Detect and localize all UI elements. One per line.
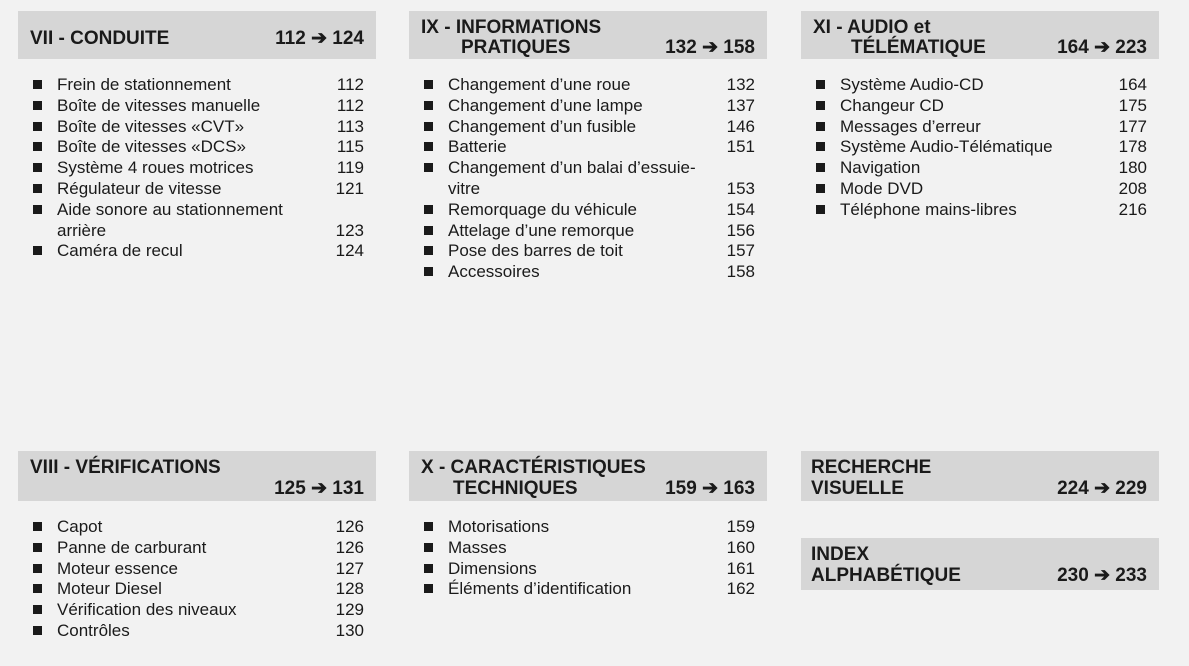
list-item[interactable]: [18, 75, 376, 96]
item-page: 126: [335, 537, 364, 557]
item-page: 161: [726, 558, 755, 578]
list-item[interactable]: [18, 200, 376, 242]
item-page: 146: [726, 116, 755, 136]
page-range: 159 ➔ 163: [665, 478, 755, 499]
section-recherche-visuelle: [801, 451, 1159, 501]
section-header[interactable]: [409, 11, 767, 59]
section-title: RECHERCHE: [811, 457, 932, 478]
list-item[interactable]: [18, 579, 376, 600]
bullet-icon: [816, 205, 825, 214]
list-item[interactable]: [801, 75, 1159, 96]
list-item[interactable]: [18, 117, 376, 138]
item-page: 123: [335, 220, 364, 240]
item-page: 208: [1118, 178, 1147, 198]
page-range: 230 ➔ 233: [1057, 565, 1147, 586]
list-item[interactable]: [409, 75, 767, 96]
item-page: 157: [726, 241, 755, 261]
item-label: Changement d’une lampe: [448, 95, 643, 115]
item-page: 115: [336, 137, 364, 157]
bullet-icon: [424, 584, 433, 593]
bullet-icon: [424, 205, 433, 214]
bullet-icon: [33, 626, 42, 635]
bullet-icon: [424, 101, 433, 110]
item-label: Batterie: [448, 137, 507, 157]
section-informations-pratiques: [409, 11, 767, 283]
arrow-icon: ➔: [1094, 478, 1111, 499]
bullet-icon: [33, 101, 42, 110]
section-title-line2: VISUELLE: [811, 478, 904, 499]
list-item[interactable]: [801, 96, 1159, 117]
item-label: Attelage d’une remorque: [448, 220, 635, 240]
section-title: VIII - VÉRIFICATIONS: [30, 457, 221, 478]
bullet-icon: [33, 522, 42, 531]
item-label: Système 4 roues motrices: [57, 158, 254, 178]
item-page: 130: [335, 620, 364, 640]
item-page: 154: [726, 199, 755, 219]
list-item[interactable]: [18, 517, 376, 538]
section-header[interactable]: [801, 451, 1159, 501]
item-label: Téléphone mains-libres: [840, 199, 1017, 219]
list-item[interactable]: [18, 96, 376, 117]
list-item[interactable]: [409, 559, 767, 580]
item-page: 153: [726, 178, 755, 198]
item-page: 113: [336, 116, 364, 136]
list-item[interactable]: [801, 179, 1159, 200]
item-list: [801, 75, 1159, 221]
item-label: Caméra de recul: [57, 241, 183, 261]
section-header[interactable]: [18, 451, 376, 501]
section-header[interactable]: [18, 11, 376, 59]
item-page: 124: [335, 241, 364, 261]
bullet-icon: [424, 142, 433, 151]
list-item[interactable]: [801, 200, 1159, 221]
page-range: 112 ➔ 124: [275, 28, 364, 49]
item-page: 129: [335, 600, 364, 620]
item-label: Accessoires: [448, 262, 540, 282]
arrow-icon: ➔: [702, 478, 719, 499]
item-label: Dimensions: [448, 558, 537, 578]
bullet-icon: [816, 80, 825, 89]
item-page: 126: [335, 517, 364, 536]
item-page: 151: [726, 137, 755, 157]
item-list: [409, 75, 767, 283]
item-list: [18, 517, 376, 642]
bullet-icon: [33, 80, 42, 89]
item-page: 164: [1118, 75, 1147, 94]
item-page: 112: [336, 95, 364, 115]
section-verifications: [18, 451, 376, 642]
section-conduite: [18, 11, 376, 262]
bullet-icon: [424, 122, 433, 131]
list-item[interactable]: [18, 538, 376, 559]
section-header[interactable]: [801, 11, 1159, 59]
item-label: Capot: [57, 517, 103, 536]
list-item[interactable]: [409, 579, 767, 600]
list-item[interactable]: [409, 538, 767, 559]
arrow-icon: ➔: [702, 37, 719, 58]
section-title-line2: TÉLÉMATIQUE: [851, 37, 986, 58]
item-page: 137: [726, 95, 755, 115]
list-item[interactable]: [409, 262, 767, 283]
bullet-icon: [33, 184, 42, 193]
item-label: Pose des barres de toit: [448, 241, 623, 261]
bullet-icon: [424, 267, 433, 276]
list-item[interactable]: [18, 137, 376, 158]
item-page: 156: [726, 220, 755, 240]
item-page: 175: [1118, 95, 1147, 115]
list-item[interactable]: [18, 559, 376, 580]
item-label: Motorisations: [448, 517, 550, 536]
item-page: 112: [336, 75, 364, 94]
section-caracteristiques-techniques: [409, 451, 767, 600]
bullet-icon: [33, 564, 42, 573]
item-page: 121: [335, 178, 364, 198]
bullet-icon: [424, 226, 433, 235]
bullet-icon: [816, 184, 825, 193]
item-label: Boîte de vitesses «DCS»: [57, 137, 246, 157]
section-title: IX - INFORMATIONS: [421, 17, 602, 38]
bullet-icon: [424, 564, 433, 573]
section-title-line2: TECHNIQUES: [453, 478, 578, 499]
bullet-icon: [33, 142, 42, 151]
list-item[interactable]: [801, 158, 1159, 179]
bullet-icon: [816, 163, 825, 172]
item-label: Aide sonore au stationnement arrière: [57, 199, 283, 240]
list-item[interactable]: [18, 600, 376, 621]
list-item[interactable]: [801, 117, 1159, 138]
item-page: 159: [726, 517, 755, 536]
item-label: Moteur essence: [57, 558, 178, 578]
item-label: Boîte de vitesses «CVT»: [57, 116, 245, 136]
item-label: Masses: [448, 537, 507, 557]
bullet-icon: [33, 163, 42, 172]
page-range: 125 ➔ 131: [274, 478, 364, 499]
arrow-icon: ➔: [311, 28, 328, 49]
item-page: 162: [726, 579, 755, 599]
item-page: 158: [726, 262, 755, 282]
section-title: X - CARACTÉRISTIQUES: [421, 457, 646, 478]
item-label: Changement d’une roue: [448, 75, 631, 94]
list-item[interactable]: [409, 200, 767, 221]
item-label: Système Audio-Télématique: [840, 137, 1053, 157]
section-index-alphabetique: [801, 538, 1159, 590]
section-title-line2: PRATIQUES: [461, 37, 571, 58]
page-range: 224 ➔ 229: [1057, 478, 1147, 499]
bullet-icon: [424, 543, 433, 552]
item-label: Système Audio-CD: [840, 75, 984, 94]
item-label: Changement d’un balai d’essuie-vitre: [448, 158, 696, 198]
page-range: 164 ➔ 223: [1057, 37, 1147, 58]
item-page: 119: [336, 158, 364, 178]
bullet-icon: [33, 605, 42, 614]
item-label: Navigation: [840, 158, 921, 178]
item-label: Changement d’un fusible: [448, 116, 637, 136]
item-page: 132: [726, 75, 755, 94]
bullet-icon: [424, 246, 433, 255]
section-audio-telematique: [801, 11, 1159, 221]
item-label: Moteur Diesel: [57, 579, 162, 599]
item-page: 177: [1118, 116, 1147, 136]
section-title-line2: ALPHABÉTIQUE: [811, 565, 961, 586]
list-item[interactable]: [18, 158, 376, 179]
section-header[interactable]: [409, 451, 767, 501]
item-label: Frein de stationnement: [57, 75, 231, 94]
item-label: Vérification des niveaux: [57, 600, 237, 620]
bullet-icon: [816, 122, 825, 131]
bullet-icon: [33, 205, 42, 214]
item-label: Éléments d’identification: [448, 579, 632, 599]
item-label: Mode DVD: [840, 178, 924, 198]
item-list: [18, 75, 376, 262]
section-title: VII - CONDUITE: [30, 28, 170, 49]
arrow-icon: ➔: [311, 478, 328, 499]
item-label: Boîte de vitesses manuelle: [57, 95, 261, 115]
list-item[interactable]: [409, 158, 767, 200]
item-label: Régulateur de vitesse: [57, 178, 222, 198]
item-page: 178: [1118, 137, 1147, 157]
section-title: INDEX: [811, 544, 870, 565]
bullet-icon: [816, 101, 825, 110]
item-page: 127: [335, 558, 364, 578]
item-label: Changeur CD: [840, 95, 944, 115]
item-label: Panne de carburant: [57, 537, 207, 557]
list-item[interactable]: [409, 221, 767, 242]
item-page: 180: [1118, 158, 1147, 178]
bullet-icon: [424, 80, 433, 89]
bullet-icon: [816, 142, 825, 151]
item-label: Remorquage du véhicule: [448, 199, 638, 219]
bullet-icon: [33, 122, 42, 131]
list-item[interactable]: [801, 137, 1159, 158]
list-item[interactable]: [18, 179, 376, 200]
section-header[interactable]: [801, 538, 1159, 590]
bullet-icon: [33, 584, 42, 593]
item-list: [409, 517, 767, 600]
page-range: 132 ➔ 158: [665, 37, 755, 58]
list-item[interactable]: [409, 96, 767, 117]
bullet-icon: [33, 246, 42, 255]
section-title: XI - AUDIO et: [813, 17, 931, 38]
list-item[interactable]: [409, 117, 767, 138]
list-item[interactable]: [18, 621, 376, 642]
arrow-icon: ➔: [1094, 37, 1111, 58]
list-item[interactable]: [409, 517, 767, 538]
list-item[interactable]: [409, 241, 767, 262]
bullet-icon: [424, 522, 433, 531]
item-page: 216: [1118, 199, 1147, 219]
list-item[interactable]: [409, 137, 767, 158]
item-label: Contrôles: [57, 620, 130, 640]
arrow-icon: ➔: [1094, 565, 1111, 586]
bullet-icon: [33, 543, 42, 552]
item-label: Messages d’erreur: [840, 116, 981, 136]
item-page: 128: [335, 579, 364, 599]
item-page: 160: [726, 537, 755, 557]
bullet-icon: [424, 163, 433, 172]
list-item[interactable]: [18, 241, 376, 262]
